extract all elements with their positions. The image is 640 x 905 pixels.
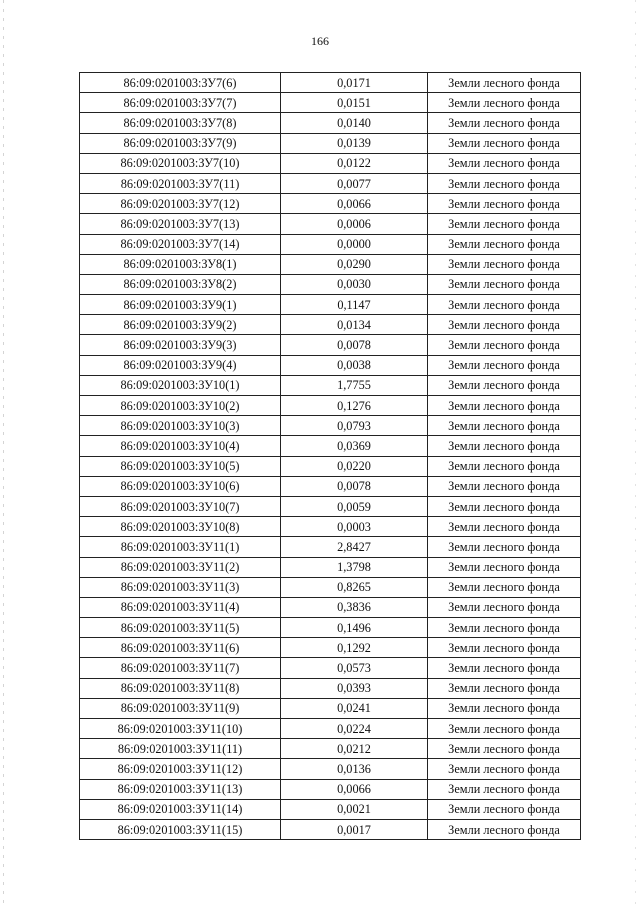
area-cell: 0,1147: [281, 295, 428, 315]
land-category-cell: Земли лесного фонда: [428, 618, 581, 638]
cadastral-number-cell: 86:09:0201003:ЗУ8(1): [80, 254, 281, 274]
land-category-cell: Земли лесного фонда: [428, 416, 581, 436]
table-row: [80, 759, 581, 779]
land-category-cell: Земли лесного фонда: [428, 496, 581, 516]
area-cell: 0,1496: [281, 618, 428, 638]
table-row: [80, 214, 581, 234]
land-category-cell: Земли лесного фонда: [428, 739, 581, 759]
area-cell: 0,0134: [281, 315, 428, 335]
land-category-cell: Земли лесного фонда: [428, 153, 581, 173]
table-row: [80, 113, 581, 133]
area-cell: 0,0136: [281, 759, 428, 779]
table-row: [80, 698, 581, 718]
cadastral-number-cell: 86:09:0201003:ЗУ10(6): [80, 476, 281, 496]
cadastral-number-cell: 86:09:0201003:ЗУ11(13): [80, 779, 281, 799]
cadastral-number-cell: 86:09:0201003:ЗУ9(1): [80, 295, 281, 315]
land-category-cell: Земли лесного фонда: [428, 295, 581, 315]
table-row: [80, 315, 581, 335]
table-row: [80, 416, 581, 436]
cadastral-number-cell: 86:09:0201003:ЗУ11(11): [80, 739, 281, 759]
area-cell: 0,0573: [281, 658, 428, 678]
area-cell: 1,3798: [281, 557, 428, 577]
land-category-cell: Земли лесного фонда: [428, 133, 581, 153]
cadastral-number-cell: 86:09:0201003:ЗУ10(7): [80, 496, 281, 516]
land-category-cell: Земли лесного фонда: [428, 214, 581, 234]
land-plots-table: [79, 72, 581, 840]
land-category-cell: Земли лесного фонда: [428, 476, 581, 496]
cadastral-number-cell: 86:09:0201003:ЗУ11(1): [80, 537, 281, 557]
table-row: [80, 274, 581, 294]
cadastral-number-cell: 86:09:0201003:ЗУ10(1): [80, 375, 281, 395]
area-cell: 0,0212: [281, 739, 428, 759]
table-row: [80, 234, 581, 254]
area-cell: 0,0066: [281, 779, 428, 799]
land-category-cell: Земли лесного фонда: [428, 658, 581, 678]
area-cell: 0,0393: [281, 678, 428, 698]
table-row: [80, 557, 581, 577]
table-row: [80, 678, 581, 698]
area-cell: 0,8265: [281, 577, 428, 597]
table-row: [80, 335, 581, 355]
table-row: [80, 436, 581, 456]
land-category-cell: Земли лесного фонда: [428, 638, 581, 658]
table-row: [80, 658, 581, 678]
area-cell: 0,1292: [281, 638, 428, 658]
cadastral-number-cell: 86:09:0201003:ЗУ11(3): [80, 577, 281, 597]
page-number: 166: [311, 34, 329, 48]
table-body: [80, 73, 581, 840]
table-row: [80, 173, 581, 193]
land-category-cell: Земли лесного фонда: [428, 194, 581, 214]
area-cell: 1,7755: [281, 375, 428, 395]
table-row: [80, 517, 581, 537]
cadastral-number-cell: 86:09:0201003:ЗУ11(4): [80, 597, 281, 617]
area-cell: 0,0171: [281, 73, 428, 93]
area-cell: 0,0017: [281, 819, 428, 839]
table-row: [80, 254, 581, 274]
table-row: [80, 476, 581, 496]
table-row: [80, 133, 581, 153]
table-row: [80, 295, 581, 315]
table-row: [80, 537, 581, 557]
land-category-cell: Земли лесного фонда: [428, 355, 581, 375]
area-cell: 0,0793: [281, 416, 428, 436]
table-row: [80, 577, 581, 597]
table-row: [80, 355, 581, 375]
table-row: [80, 779, 581, 799]
cadastral-number-cell: 86:09:0201003:ЗУ10(4): [80, 436, 281, 456]
table-row: [80, 73, 581, 93]
area-cell: 0,1276: [281, 396, 428, 416]
land-category-cell: Земли лесного фонда: [428, 537, 581, 557]
cadastral-number-cell: 86:09:0201003:ЗУ10(2): [80, 396, 281, 416]
table-row: [80, 375, 581, 395]
table-row: [80, 496, 581, 516]
area-cell: 0,0241: [281, 698, 428, 718]
table-row: [80, 819, 581, 839]
cadastral-number-cell: 86:09:0201003:ЗУ11(10): [80, 719, 281, 739]
land-category-cell: Земли лесного фонда: [428, 719, 581, 739]
cadastral-number-cell: 86:09:0201003:ЗУ7(6): [80, 73, 281, 93]
land-category-cell: Земли лесного фонда: [428, 436, 581, 456]
land-category-cell: Земли лесного фонда: [428, 517, 581, 537]
table-row: [80, 153, 581, 173]
area-cell: 0,0224: [281, 719, 428, 739]
land-category-cell: Земли лесного фонда: [428, 557, 581, 577]
table-row: [80, 396, 581, 416]
cadastral-number-cell: 86:09:0201003:ЗУ7(8): [80, 113, 281, 133]
area-cell: 0,0006: [281, 214, 428, 234]
cadastral-number-cell: 86:09:0201003:ЗУ7(12): [80, 194, 281, 214]
land-category-cell: Земли лесного фонда: [428, 698, 581, 718]
cadastral-number-cell: 86:09:0201003:ЗУ7(10): [80, 153, 281, 173]
table-row: [80, 638, 581, 658]
table-row: [80, 597, 581, 617]
land-category-cell: Земли лесного фонда: [428, 678, 581, 698]
land-category-cell: Земли лесного фонда: [428, 274, 581, 294]
cadastral-number-cell: 86:09:0201003:ЗУ11(15): [80, 819, 281, 839]
land-category-cell: Земли лесного фонда: [428, 779, 581, 799]
cadastral-number-cell: 86:09:0201003:ЗУ9(2): [80, 315, 281, 335]
land-category-cell: Земли лесного фонда: [428, 173, 581, 193]
land-category-cell: Земли лесного фонда: [428, 73, 581, 93]
area-cell: 0,0000: [281, 234, 428, 254]
table-row: [80, 93, 581, 113]
area-cell: 0,0021: [281, 799, 428, 819]
area-cell: 0,0078: [281, 335, 428, 355]
land-category-cell: Земли лесного фонда: [428, 456, 581, 476]
area-cell: 0,0030: [281, 274, 428, 294]
land-category-cell: Земли лесного фонда: [428, 597, 581, 617]
area-cell: 0,0151: [281, 93, 428, 113]
cadastral-number-cell: 86:09:0201003:ЗУ11(14): [80, 799, 281, 819]
scan-edge-right: [635, 0, 636, 905]
cadastral-number-cell: 86:09:0201003:ЗУ11(12): [80, 759, 281, 779]
area-cell: 0,0139: [281, 133, 428, 153]
cadastral-number-cell: 86:09:0201003:ЗУ11(2): [80, 557, 281, 577]
land-category-cell: Земли лесного фонда: [428, 93, 581, 113]
cadastral-number-cell: 86:09:0201003:ЗУ11(6): [80, 638, 281, 658]
cadastral-number-cell: 86:09:0201003:ЗУ7(11): [80, 173, 281, 193]
cadastral-number-cell: 86:09:0201003:ЗУ10(5): [80, 456, 281, 476]
land-category-cell: Земли лесного фонда: [428, 799, 581, 819]
cadastral-number-cell: 86:09:0201003:ЗУ7(9): [80, 133, 281, 153]
table-row: [80, 719, 581, 739]
land-category-cell: Земли лесного фонда: [428, 234, 581, 254]
area-cell: 0,0140: [281, 113, 428, 133]
cadastral-number-cell: 86:09:0201003:ЗУ7(13): [80, 214, 281, 234]
area-cell: 0,0077: [281, 173, 428, 193]
cadastral-number-cell: 86:09:0201003:ЗУ10(3): [80, 416, 281, 436]
cadastral-number-cell: 86:09:0201003:ЗУ7(14): [80, 234, 281, 254]
cadastral-number-cell: 86:09:0201003:ЗУ11(7): [80, 658, 281, 678]
cadastral-number-cell: 86:09:0201003:ЗУ11(8): [80, 678, 281, 698]
area-cell: 0,0003: [281, 517, 428, 537]
scan-edge-left: [3, 0, 4, 905]
land-category-cell: Земли лесного фонда: [428, 113, 581, 133]
table-row: [80, 739, 581, 759]
table-row: [80, 799, 581, 819]
cadastral-number-cell: 86:09:0201003:ЗУ11(5): [80, 618, 281, 638]
cadastral-number-cell: 86:09:0201003:ЗУ9(3): [80, 335, 281, 355]
land-category-cell: Земли лесного фонда: [428, 577, 581, 597]
cadastral-number-cell: 86:09:0201003:ЗУ9(4): [80, 355, 281, 375]
area-cell: 0,0078: [281, 476, 428, 496]
area-cell: 0,0059: [281, 496, 428, 516]
land-category-cell: Земли лесного фонда: [428, 375, 581, 395]
table-row: [80, 456, 581, 476]
area-cell: 0,0122: [281, 153, 428, 173]
land-category-cell: Земли лесного фонда: [428, 396, 581, 416]
area-cell: 0,0066: [281, 194, 428, 214]
land-category-cell: Земли лесного фонда: [428, 759, 581, 779]
area-cell: 0,3836: [281, 597, 428, 617]
cadastral-number-cell: 86:09:0201003:ЗУ8(2): [80, 274, 281, 294]
cadastral-number-cell: 86:09:0201003:ЗУ7(7): [80, 93, 281, 113]
area-cell: 2,8427: [281, 537, 428, 557]
cadastral-number-cell: 86:09:0201003:ЗУ10(8): [80, 517, 281, 537]
table-row: [80, 194, 581, 214]
land-category-cell: Земли лесного фонда: [428, 335, 581, 355]
land-category-cell: Земли лесного фонда: [428, 819, 581, 839]
area-cell: 0,0290: [281, 254, 428, 274]
table-row: [80, 618, 581, 638]
area-cell: 0,0220: [281, 456, 428, 476]
area-cell: 0,0038: [281, 355, 428, 375]
land-category-cell: Земли лесного фонда: [428, 315, 581, 335]
cadastral-number-cell: 86:09:0201003:ЗУ11(9): [80, 698, 281, 718]
land-category-cell: Земли лесного фонда: [428, 254, 581, 274]
area-cell: 0,0369: [281, 436, 428, 456]
